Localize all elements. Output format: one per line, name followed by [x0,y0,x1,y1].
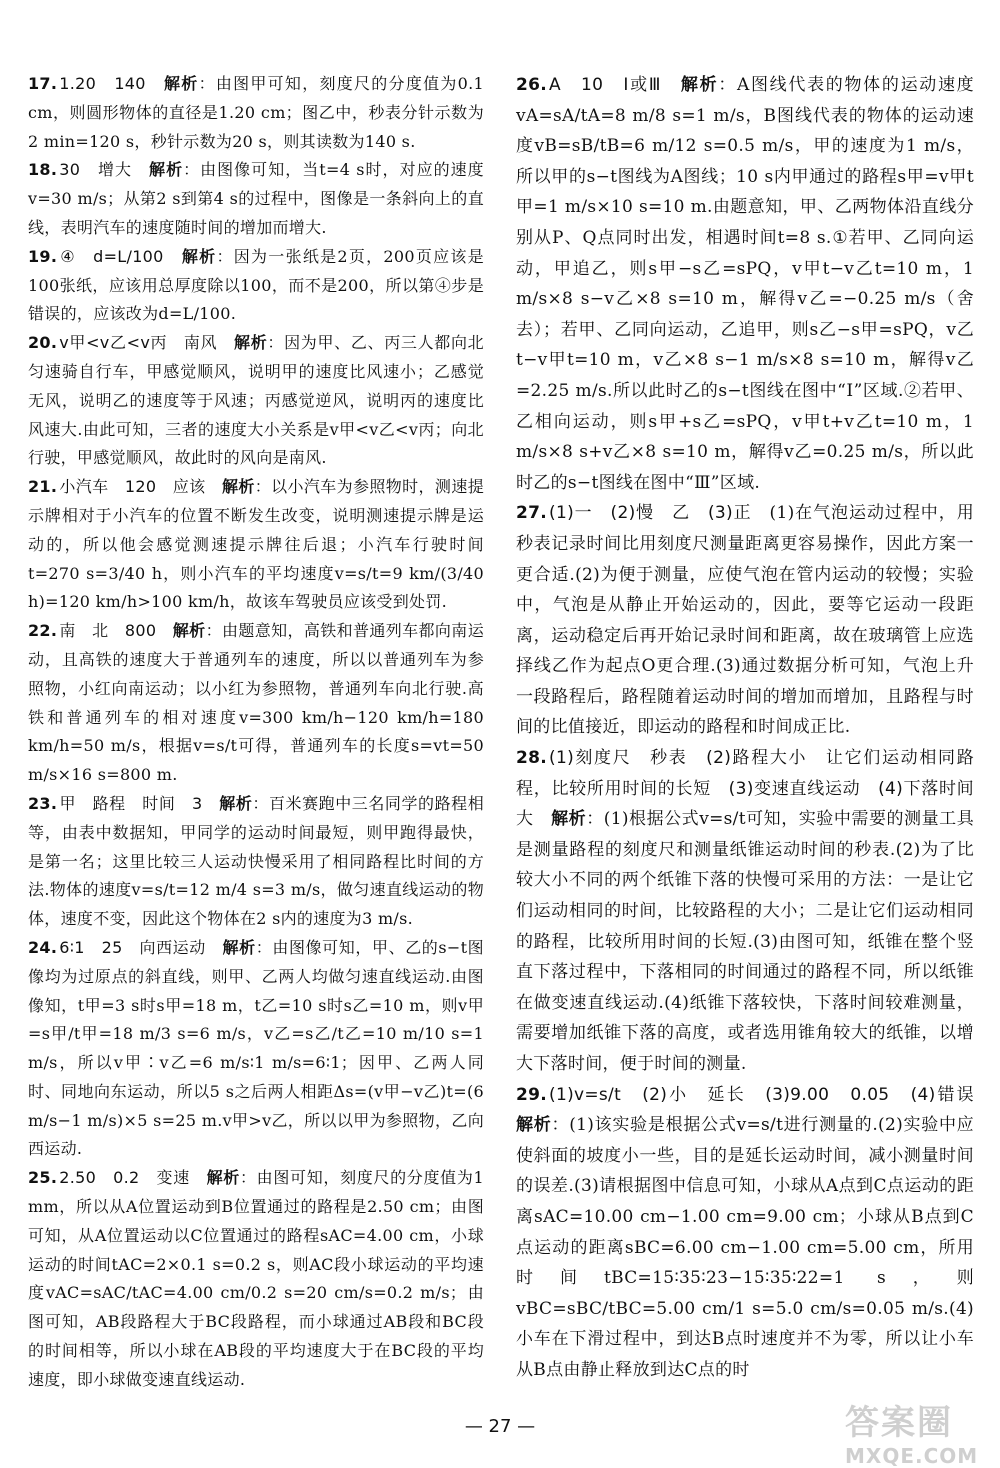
answer-item-23: 23. 甲 路程 时间 3 解析：百米赛跑中三名同学的路程相等，由表中数据知，甲同学的运动时间最短，则甲跑得最快，是第一名；这里比较三人运动快慢采用了相同路程比时间的方法.物体的速度v=s/t=12 m/4 s=3 m/s，做匀速直线运动的物体，速度不变，因此这个物体在2 s内的速度为3 m/s. [28,793,484,929]
answer-item-27: 27. (1)一 (2)慢 乙 (3)正 (1)在气泡运动过程中，用秒表记录时间比用刻度尺测量距离更容易操作，因此方案一更合适.(2)为便于测量，应使气泡在管内运动的较慢；实验中，气泡是从静止开始运动的，因此，要等它运动一段距离，运动稳定后再开始记录时间和距离，故在玻璃管上应选择线乙作为起点O更合理.(3)通过数据分析可知，气泡上升一段路程后，路程随着运动时间的增加而增加，且路程与时间的比值接近，即运动的路程和时间成正比. [516,503,974,738]
page-number: — 27 — [464,1416,536,1437]
answer-item-17: 17. 1.20 140 解析：由图甲可知，刻度尺的分度值为0.1 cm，则圆形物体的直径是1.20 cm；图乙中，秒表分针示数为2 min=120 s，秒针示数为20 s，则其读数为140 s. [28,74,484,151]
left-column [28,70,484,1395]
answer-item-19: 19. ④ d=L/100 解析：因为一张纸是2页，200页应该是100张纸，应该用总厚度除以100，而不是200，所以第④步是错误的，应该改为d=L/100. [28,246,484,324]
right-column [516,70,992,1386]
watermark-line-2: MXQE.COM [845,1444,979,1468]
watermark-line-1: 答案圈 [845,1403,953,1443]
answer-item-20: 20. v甲<v乙<v丙 南风 解析：因为甲、乙、丙三人都向北匀速骑自行车，甲感觉顺风，说明甲的速度比风速小；乙感觉无风，说明乙的速度等于风速；丙感觉逆风，说明丙的速度比风速大.由此可知，三者的速度大小关系是v甲<v乙<v丙；向北行驶，甲感觉顺风，故此时的风向是南风. [28,333,484,468]
answer-item-18: 18. 30 增大 解析：由图像可知，当t=4 s时，对应的速度v=30 m/s；从第2 s到第4 s的过程中，图像是一条斜向上的直线，表明汽车的速度随时间的增加而增大. [28,160,484,237]
answer-item-29: 29. (1)v=s/t (2)小 延长 (3)9.00 0.05 (4)错误 解析：(1)该实验是根据公式v=s/t进行测量的.(2)实验中应使斜面的坡度小一些，目的是延长运动时间，减小测量时间的误差.(3)请根据图中信息可知，小球从A点到C点运动的距离sAC=10.00 cm−1.00 cm=9.00 cm；小球从B点到C点运动的距离sBC=6.00 cm−1.00 cm=5.00 cm，所用时间tBC=15∶35∶23−15∶35∶22=1 s，则vBC=sBC/tBC=5.00 cm/1 s=5.0 cm/s=0.05 m/s.(4)小车在下滑过程中，到达B点时速度并不为零，所以让小车从B点由静止释放到达C点的时 [516,1084,974,1380]
answer-item-21: 21. 小汽车 120 应该 解析：以小汽车为参照物时，测速提示牌相对于小汽车的位置不断发生改变，说明测速提示牌是运动的，所以他会感觉测速提示牌往后退；小汽车行驶时间t=270 s=3/40 h，则小汽车的平均速度v=s/t=9 km/(3/40 h)=120 km/h>100 km/h，故该车驾驶员应该受到处罚. [28,477,484,612]
answer-item-24: 24. 6∶1 25 向西运动 解析：由图像可知，甲、乙的s−t图像均为过原点的斜直线，则甲、乙两人均做匀速直线运动.由图像知，t甲=3 s时s甲=18 m，t乙=10 s时s乙=10 m，则v甲=s甲/t甲=18 m/3 s=6 m/s，v乙=s乙/t乙=10 m/10 s=1 m/s，所以v甲∶v乙=6 m/s∶1 m/s=6∶1；因甲、乙两人同时、同地向东运动，所以5 s之后两人相距Δs=(v甲−v乙)t=(6 m/s−1 m/s)×5 s=25 m.v甲>v乙，所以以甲为参照物，乙向西运动. [28,937,484,1159]
answer-item-28: 28. (1)刻度尺 秒表 (2)路程大小 让它们运动相同路程，比较所用时间的长短 (3)变速直线运动 (4)下落时间 大 解析：(1)根据公式v=s/t可知，实验中需要的测量工具是测量路程的刻度尺和测量纸锥运动时间的秒表.(2)为了比较大小不同的两个纸锥下落的快慢可采用的方法：一是让它们运动相同的时间，比较路程的大小；二是让它们运动相同的路程，比较所用时间的长短.(3)由图可知，纸锥在整个竖直下落过程中，下落相同的时间通过的路程不同，所以纸锥在做变速直线运动.(4)纸锥下落较快，下落时间较难测量，需要增加纸锥下落的高度，或者选用锥角较大的纸锥，以增大下落时间，便于时间的测量. [516,748,992,1074]
answer-item-25: 25. 2.50 0.2 变速 解析：由图可知，刻度尺的分度值为1 mm，所以从A位置运动到B位置通过的路程是2.50 cm；由图可知，从A位置运动以C位置通过的路程sAC=4.00 cm，小球运动的时间tAC=2×0.1 s=0.2 s，则AC段小球运动的平均速度vAC=sAC/tAC=4.00 cm/0.2 s=20 cm/s=0.2 m/s；由图可知，AB段路程大于BC段路程，而小球通过AB段和BC段的时间相等，所以小球在AB段的平均速度大于在BC段的平均速度，即小球做变速直线运动. [28,1168,484,1389]
watermark-logo [845,1395,995,1468]
answer-item-26: 26. A 10 Ⅰ或Ⅲ 解析：A图线代表的物体的运动速度vA=sA/tA=8 m/8 s=1 m/s，B图线代表的物体的运动速度vB=sB/tB=6 m/12 s=0.5 m/s，甲的速度为1 m/s，所以甲的s−t图线为A图线；10 s内甲通过的路程s甲=v甲t甲=1 m/s×10 s=10 m.由题意知，甲、乙两物体沿直线分别从P、Q点同时出发，相遇时间t=8 s.①若甲、乙同向运动，甲追乙，则s甲−s乙=sPQ，v甲t−v乙t=10 m，1 m/s×8 s−v乙×8 s=10 m，解得v乙=−0.25 m/s（舍去）；若甲、乙同向运动，乙追甲，则s乙−s甲=sPQ，v乙t−v甲t=10 m，v乙×8 s−1 m/s×8 s=10 m，解得v乙=2.25 m/s.所以此时乙的s−t图线在图中“Ⅰ”区域.②若甲、乙相向运动，则s甲+s乙=sPQ，v甲t+v乙t=10 m，1 m/s×8 s+v乙×8 s=10 m，解得v乙=0.25 m/s，所以此时乙的s−t图线在图中“Ⅲ”区域. [516,75,974,493]
answer-item-22: 22. 南 北 800 解析：由题意知，高铁和普通列车都向南运动，且高铁的速度大于普通列车的速度，所以以普通列车为参照物，小红向南运动；以小红为参照物，普通列车向北行驶.高铁和普通列车的相对速度v=300 km/h−120 km/h=180 km/h=50 m/s，根据v=s/t可得，普通列车的长度s=vt=50 m/s×16 s=800 m. [28,621,484,785]
